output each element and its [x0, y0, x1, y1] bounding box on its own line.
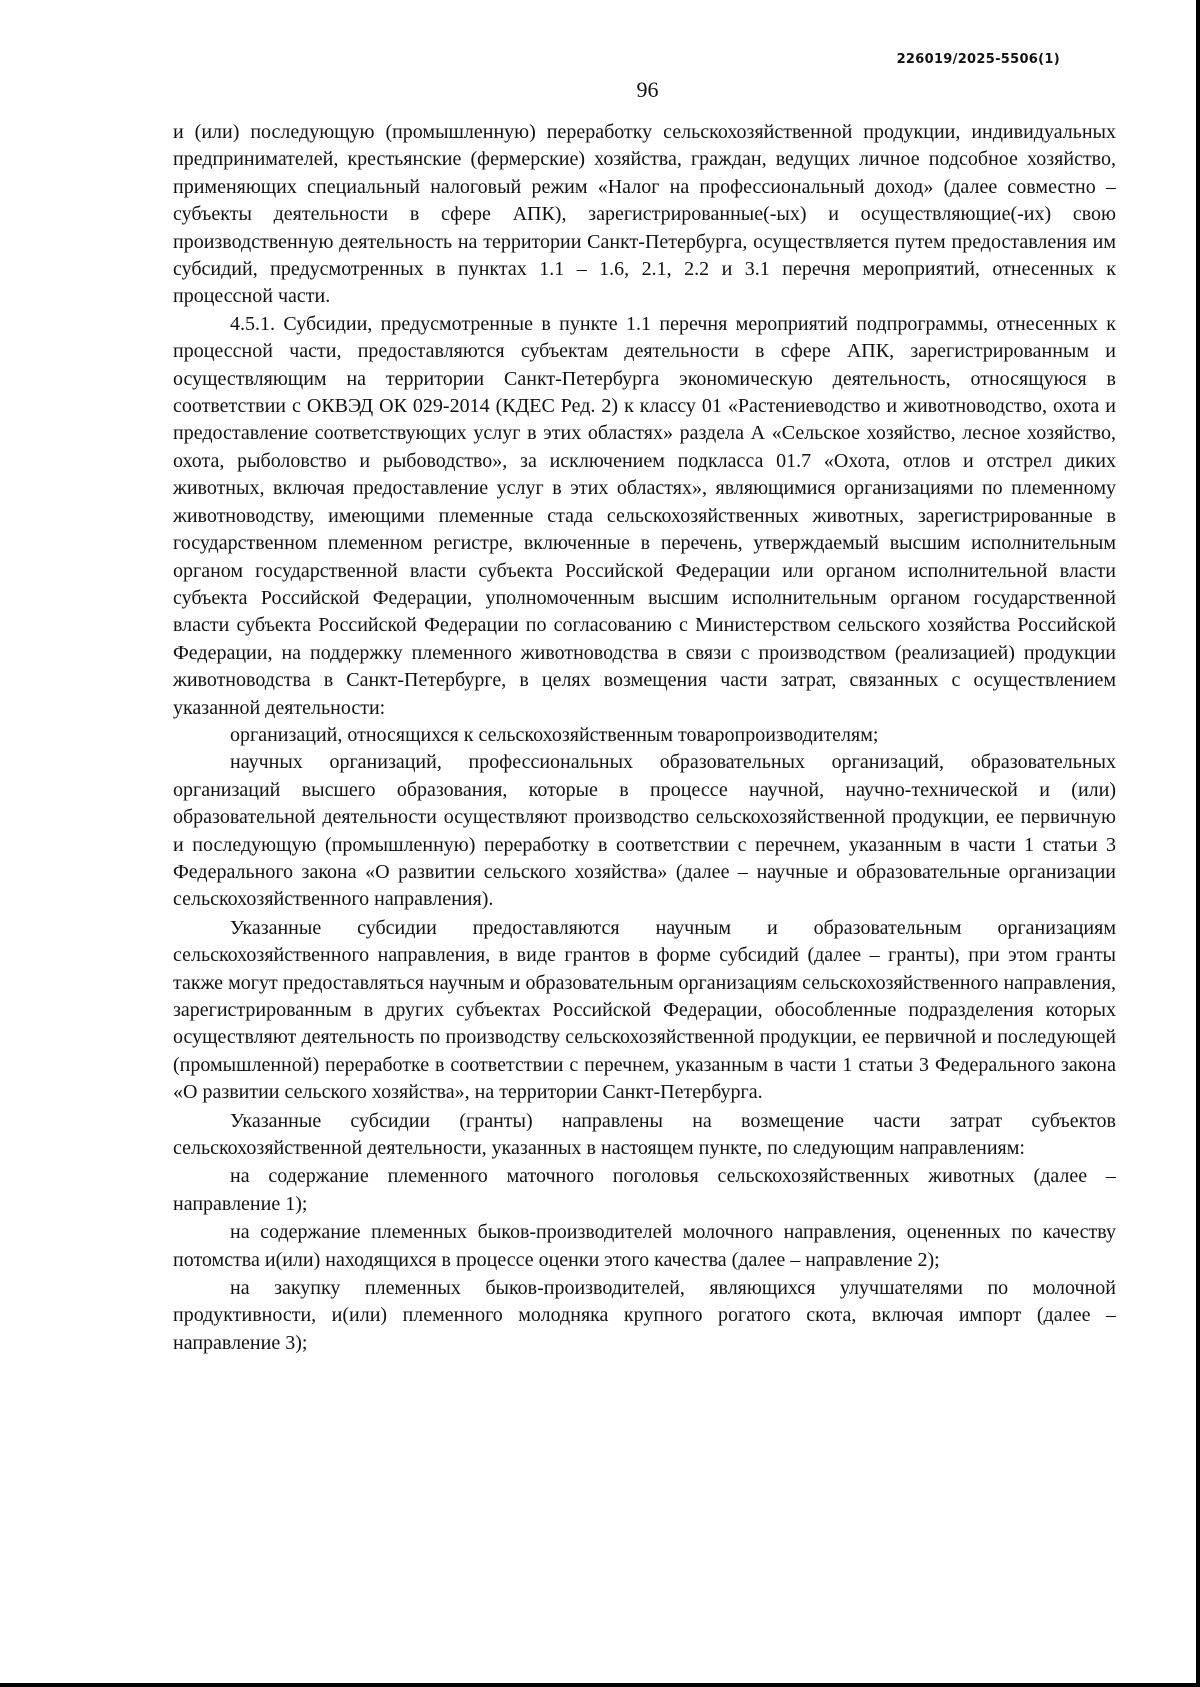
document-registration-number: 226019/2025-5506(1) — [896, 52, 1060, 67]
paragraph-direction-2: на содержание племенных быков-производителей молочного направления, оцененных по качеству потомства и(или) находящихся в процессе оценки этого качества (далее – направление 2); — [173, 1221, 1116, 1271]
paragraph-direction-3: на закупку племенных быков-производителей, являющихся улучшателями по молочной продуктивности, и(или) племенного молодняка крупного рогатого скота, включая импорт (далее – направление 3); — [173, 1277, 1116, 1354]
paragraph-grants: Указанные субсидии предоставляются научным и образовательным организациям сельскохозяйственного направления, в виде грантов в форме субсидий (далее – гранты), при этом гранты также могут предоставляться научным и образовательным организациям сельскохозяйственного направления, зарегистрированным в других субъектах Российской Федерации, обособленные подразделения которых осуществляют деятельность по производству сельскохозяйственной продукции, ее первичной и последующей (промышленной) переработке в соответствии с перечнем, указанным в части 1 статьи 3 Федерального закона «О развитии сельского хозяйства», на территории Санкт-Петербурга. — [173, 916, 1116, 1104]
page-number: 96 — [636, 77, 659, 102]
paragraph-direction-1: на содержание племенного маточного поголовья сельскохозяйственных животных (далее – направление 1); — [173, 1165, 1116, 1215]
document-body — [173, 119, 1116, 1357]
paragraph-4-5-1: 4.5.1. Субсидии, предусмотренные в пункте 1.1 перечня мероприятий подпрограммы, отнесенных к процессной части, предоставляются субъектам деятельности в сфере АПК, зарегистрированным и осуществляющим на территории Санкт-Петербурга экономическую деятельность, относящуюся в соответствии с ОКВЭД ОК 029-2014 (КДЕС Ред. 2) к классу 01 «Растениеводство и животноводство, охота и предоставление соответствующих услуг в этих областях» раздела А «Сельское хозяйство, лесное хозяйство, охота, рыболовство и рыбоводство», за исключением подкласса 01.7 «Охота, отлов и отстрел диких животных, включая предоставление услуг в этих областях», являющимися организациями по племенному животноводству, имеющими племенные стада сельскохозяйственных животных, зарегистрированные в государственном племенном регистре, включенные в перечень, утверждаемый высшим исполнительным органом государственной власти субъекта Российской Федерации или органом исполнительной власти субъекта Российской Федерации, уполномоченным высшим исполнительным органом государственной власти субъекта Российской Федерации по согласованию с Министерством сельского хозяйства Российской Федерации, на поддержку племенного животноводства в связи с производством (реализацией) продукции животноводства в Санкт-Петербурге, в целях возмещения части затрат, связанных с осуществлением указанной деятельности: — [173, 312, 1116, 719]
paragraph-directions-intro: Указанные субсидии (гранты) направлены на возмещение части затрат субъектов сельскохозяйственной деятельности, указанных в настоящем пункте, по следующим направлениям: — [173, 1109, 1116, 1160]
paragraph-continuation: и (или) последующую (промышленную) переработку сельскохозяйственной продукции, индивидуальных предпринимателей, крестьянские (фермерские) хозяйства, граждан, ведущих личное подсобное хозяйство, применяющих специальный налоговый режим «Налог на профессиональный доход» (далее совместно – субъекты деятельности в сфере АПК), зарегистрированные(-ых) и осуществляющие(-их) свою производственную деятельность на территории Санкт-Петербурга, осуществляется путем предоставления им субсидий, предусмотренных в пунктах 1.1 – 1.6, 2.1, 2.2 и 3.1 перечня мероприятий, отнесенных к процессной части. — [173, 121, 1116, 308]
paragraph-scientific-organizations: научных организаций, профессиональных образовательных организаций, образовательных организаций высшего образования, которые в процессе научной, научно-технической и (или) образовательной деятельности осуществляют производство сельскохозяйственной продукции, ее первичную и последующую (промышленную) переработку в соответствии с перечнем, указанным в части 1 статьи 3 Федерального закона «О развитии сельского хозяйства» (далее – научные и образовательные организации сельскохозяйственного направления). — [173, 751, 1116, 911]
paragraph-organizations-list-item: организаций, относящихся к сельскохозяйственным товаропроизводителям; — [230, 723, 879, 746]
